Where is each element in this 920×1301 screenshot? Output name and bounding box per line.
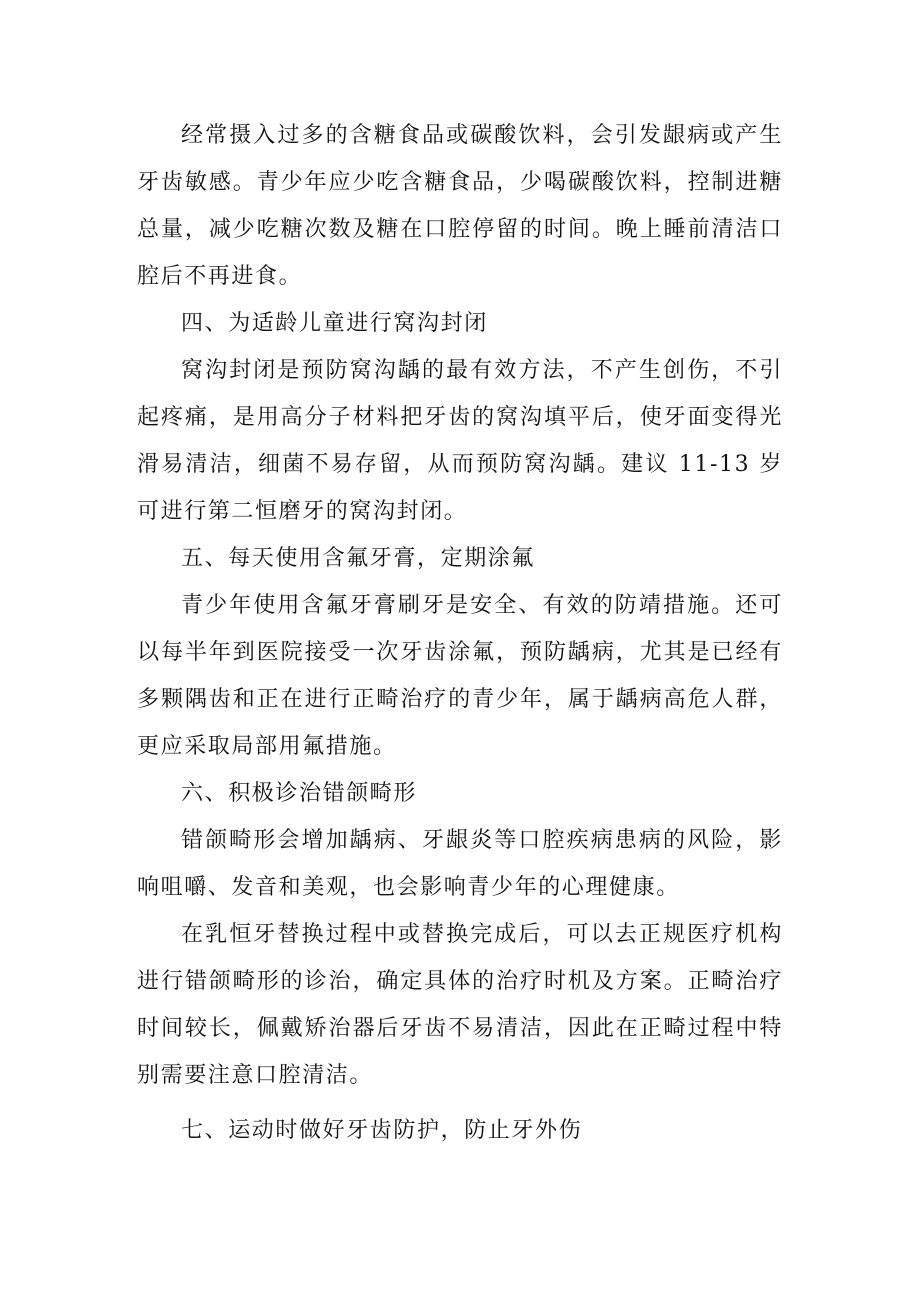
paragraph-fluoride: 青少年使用含氟牙膏刷牙是安全、有效的防靖措施。还可以每半年到医院接受一次牙齿涂氟，预防龋病，尤其是已经有多颗隅齿和正在进行正畸治疗的青少年，属于龋病高危人群，更应采取局部用氟措施。 (137, 593, 783, 759)
spacer (137, 1099, 783, 1107)
paragraph-malocclusion-risks: 错颌畸形会增加龋病、牙龈炎等口腔疾病患病的风险，影响咀嚼、发音和美观，也会影响青少年的心理健康。 (137, 828, 783, 900)
document-body (137, 112, 783, 1154)
section-heading-fluoride: 五、每天使用含氟牙膏，定期涂氟 (181, 546, 536, 571)
paragraph-sugar-intake: 经常摄入过多的含糖食品或碳酸饮料，会引发龈病或产生牙齿敏感。青少年应少吃含糖食品，少喝碳酸饮料，控制进糖总量，减少吃糖次数及糖在口腔停留的时间。晚上睡前清洁口腔后不再进食。 (137, 123, 783, 289)
section-heading-malocclusion: 六、积极诊治错颌畸形 (181, 781, 418, 806)
paragraph-pit-fissure-sealing: 窝沟封闭是预防窝沟龋的最有效方法，不产生创伤，不引起疼痛，是用高分子材料把牙齿的窝沟填平后，使牙面变得光滑易清洁，细菌不易存留，从而预防窝沟龋。建议 11-13 岁可进行第二恒磨牙的窝沟封闭。 (137, 358, 783, 524)
section-heading-pit-fissure-sealing: 四、为适龄儿童进行窝沟封闭 (181, 311, 488, 336)
paragraph-malocclusion-treatment: 在乳恒牙替换过程中或替换完成后，可以去正规医疗机构进行错颌畸形的诊治，确定具体的治疗时机及方案。正畸治疗时间较长，佩戴矫治器后牙齿不易清洁，因此在正畸过程中特别需要注意口腔清洁。 (137, 922, 783, 1088)
section-heading-sports-protection: 七、运动时做好牙齿防护，防止牙外伤 (181, 1118, 583, 1143)
